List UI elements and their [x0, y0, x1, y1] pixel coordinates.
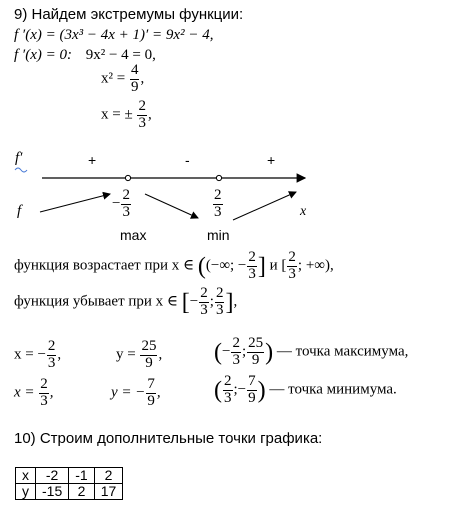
- min-x-suffix: ,: [49, 384, 54, 401]
- increasing-conj: и [: [269, 257, 287, 274]
- min-point-open: (: [214, 377, 222, 404]
- heading-10: 10) Строим дополнительные точки графика:: [14, 430, 323, 447]
- decreasing-text: функция убывает при x ∈: [14, 293, 179, 310]
- x-squared-suffix: ,: [140, 70, 145, 87]
- derivative-zero-lhs: f ′(x) = 0:: [14, 47, 72, 63]
- min-point-y-den: 9: [248, 389, 256, 406]
- increasing-line: [14, 250, 334, 283]
- max-point-open: (: [214, 339, 222, 366]
- min-point-close: ): [257, 377, 266, 404]
- decreasing-left: −: [189, 293, 199, 310]
- max-point-y-fraction: [247, 336, 264, 369]
- min-x-den: 3: [40, 392, 48, 409]
- axis-x-label: x: [300, 204, 307, 219]
- sign-plus-right: +: [267, 152, 276, 168]
- derivative-zero-rhs: 9x² − 4 = 0,: [85, 47, 156, 63]
- x-squared-prefix: x² =: [101, 70, 126, 87]
- min-point: ( $\frac{2}{3}$ ;− $\frac{7}{9}$ ) — точка минимума.: [214, 373, 397, 406]
- max-point-close: ): [265, 339, 274, 366]
- increasing-i2-num: 2: [288, 249, 296, 265]
- point-neg-num: 2: [122, 187, 130, 203]
- point-neg-sign: −: [112, 195, 121, 212]
- min-x-value: [14, 377, 54, 410]
- increasing-i2-right: ; +∞),: [297, 257, 334, 274]
- max-y-fraction: [140, 339, 157, 372]
- max-y-den: 9: [145, 354, 153, 371]
- increasing-i1-den: 3: [248, 265, 256, 282]
- table-cell: 2: [69, 484, 94, 500]
- decreasing-line: [14, 286, 237, 319]
- min-x-fraction: [39, 377, 49, 410]
- min-point-label: — точка минимума.: [269, 381, 397, 398]
- min-y-den: 9: [147, 392, 155, 409]
- fprime-label: f′: [15, 150, 23, 166]
- table-cell: x: [16, 468, 36, 484]
- arrow-increasing-right: [233, 192, 296, 220]
- max-x-den: 3: [47, 354, 56, 371]
- table-cell: -2: [36, 468, 69, 484]
- max-point-x-fraction: [231, 336, 241, 369]
- min-y-fraction: [146, 377, 156, 410]
- arrow-increasing-left: [40, 194, 110, 212]
- decreasing-sep: ;: [209, 293, 214, 310]
- max-x-fraction: [47, 339, 57, 372]
- table-cell: y: [16, 484, 36, 500]
- point-pos-fraction: [213, 188, 223, 221]
- point-neg-two-thirds: [112, 188, 132, 221]
- decreasing-fraction-2: [215, 286, 225, 319]
- min-y-num: 7: [147, 376, 155, 392]
- x-roots-suffix: ,: [147, 106, 152, 123]
- x-roots-den: 3: [138, 114, 146, 131]
- point-neg-fraction: [121, 188, 131, 221]
- max-point: (− $\frac{2}{3}$ ; $\frac{25}{9}$ ) — точка максимума,: [214, 335, 409, 368]
- point-pos-num: 2: [214, 187, 222, 203]
- decreasing-fraction-1: [199, 286, 209, 319]
- min-point-x-fraction: [223, 374, 233, 407]
- decreasing-num-1: 2: [200, 285, 208, 301]
- arrow-decreasing: [145, 194, 198, 218]
- max-y-num: 25: [141, 338, 157, 354]
- table-cell: -15: [36, 484, 69, 500]
- max-point-y-den: 9: [251, 351, 260, 368]
- x-roots-prefix: x = ±: [101, 106, 133, 123]
- max-point-y-num: 25: [248, 335, 264, 351]
- increasing-i2-den: 3: [288, 265, 296, 282]
- max-point-x-den: 3: [232, 351, 240, 368]
- max-x-suffix: ,: [57, 346, 62, 363]
- table-cell: -1: [69, 468, 94, 484]
- sign-chart-graphic: [0, 0, 459, 240]
- min-point-x-num: 2: [224, 373, 232, 389]
- sign-minus: -: [185, 152, 190, 168]
- decreasing-den-1: 3: [200, 301, 208, 318]
- increasing-open-paren: (: [197, 253, 206, 280]
- critical-point-left: [125, 175, 130, 180]
- point-two-thirds: [212, 188, 224, 221]
- increasing-i1-fraction: [247, 250, 257, 283]
- x-roots-num: 2: [138, 98, 146, 114]
- max-y-prefix: y =: [116, 346, 136, 363]
- min-point-x-den: 3: [224, 389, 232, 406]
- x-squared-num: 4: [130, 62, 139, 78]
- decreasing-open-bracket: [: [181, 289, 190, 316]
- points-table: [15, 467, 123, 500]
- min-label: min: [207, 227, 230, 243]
- critical-point-right: [216, 175, 221, 180]
- min-y-suffix: ,: [156, 384, 161, 401]
- max-point-x-prefix: −: [222, 343, 231, 360]
- max-y-suffix: ,: [158, 346, 163, 363]
- max-x-num: 2: [47, 338, 56, 354]
- increasing-i1-num: 2: [248, 249, 256, 265]
- table-cell: 2: [94, 468, 123, 484]
- point-pos-den: 3: [214, 203, 222, 220]
- table-cell: 17: [94, 484, 123, 500]
- min-point-y-num: 7: [248, 373, 256, 389]
- max-y-value: [116, 339, 162, 372]
- increasing-text: функция возрастает при x ∈: [14, 257, 195, 274]
- max-point-x-num: 2: [232, 335, 240, 351]
- max-x-value: [14, 339, 61, 372]
- min-x-num: 2: [40, 376, 48, 392]
- f-label: f: [17, 203, 22, 219]
- min-x-prefix: x =: [14, 384, 35, 401]
- heading-9: 9) Найдем экстремумы функции:: [14, 6, 244, 23]
- min-point-y-fraction: [247, 374, 257, 407]
- increasing-i2-fraction: [287, 250, 297, 283]
- point-neg-den: 3: [122, 203, 130, 220]
- increasing-i1-left: (−∞; −: [205, 257, 247, 274]
- decreasing-num-2: 2: [215, 285, 224, 301]
- min-y-value: [111, 377, 161, 410]
- table-row: [16, 468, 123, 484]
- increasing-i1-right: ]: [257, 253, 266, 280]
- table-row: [16, 484, 123, 500]
- derivative-expression: f ′(x) = (3x³ − 4x + 1)′ = 9x² − 4,: [14, 27, 214, 43]
- x-squared-den: 9: [130, 78, 139, 95]
- sign-plus-left: +: [88, 152, 97, 168]
- decreasing-den-2: 3: [215, 301, 224, 318]
- decreasing-end: ,: [233, 293, 238, 310]
- max-point-label: — точка максимума,: [276, 343, 409, 360]
- max-x-prefix: x = −: [14, 346, 46, 363]
- min-point-y-prefix: −: [237, 381, 247, 398]
- decreasing-close-bracket: ]: [225, 289, 234, 316]
- max-label: max: [120, 227, 147, 243]
- min-y-prefix: y = −: [111, 384, 146, 401]
